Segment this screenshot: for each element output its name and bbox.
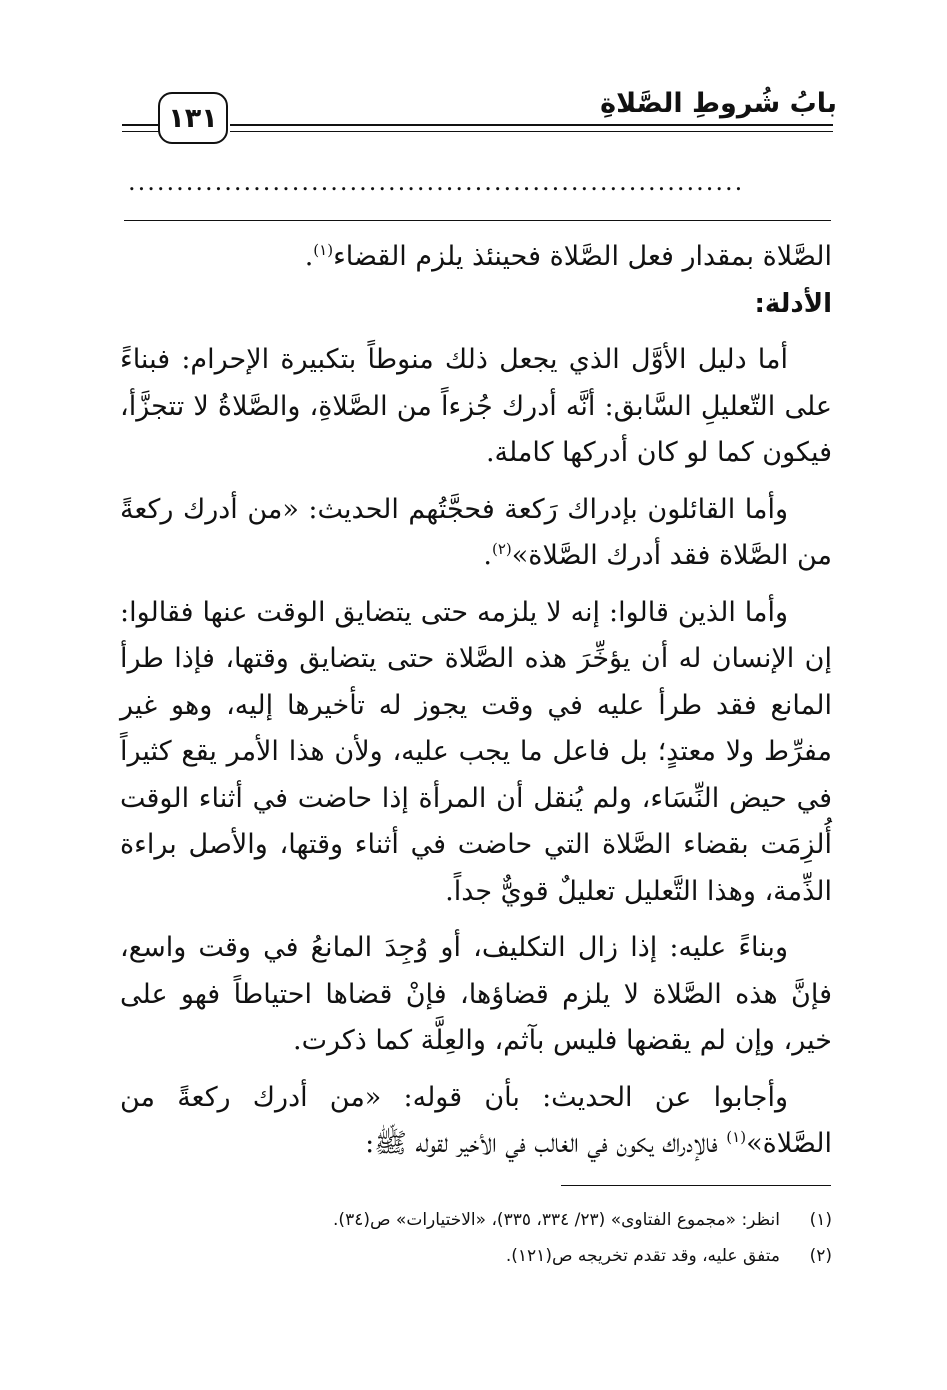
footnote-2 [120,1238,832,1274]
paragraph-1-end: . [304,241,314,272]
header-rule-right-thin [230,131,833,132]
footnote-ref-3: (١) [726,1128,747,1146]
footnote-ref-2: (٢) [492,540,512,558]
paragraph-1-text: الصَّلاة بمقدار فعل الصَّلاة فحينئذ يلزم القضاء [333,241,832,272]
footnote-1-text: انظر: «مجموع الفتاوى» (٢٣/ ٣٣٤، ٣٣٥)، «الاختيارات» ص(٣٤). [333,1210,780,1230]
footnote-2-text: متفق عليه، وقد تقدم تخريجه ص(١٢١). [505,1246,780,1266]
footnotes [120,1202,832,1274]
paragraph-3-end: . [483,540,492,571]
paragraph-3 [120,487,832,580]
footnote-ref-1: (١) [313,241,334,259]
paragraph-2: أما دليل الأوَّل الذي يجعل ذلك منوطاً بتكبيرة الإحرام: فبناءً على التّعليلِ السَّابق: أنَّه أدرك جُزءاً من الصَّلاةِ، والصَّلاةُ لا تتجزَّأ، فيكون كما لو كان أدركها كاملة. [120,344,832,468]
paragraph-6 [120,1075,832,1168]
running-title: بابُ شُروطِ الصَّلاةِ [600,88,837,119]
paragraph-4: وأما الذين قالوا: إنه لا يلزمه حتى يتضايق الوقت عنها فقالوا: إن الإنسان له أن يؤخِّرَ هذه الصَّلاة حتى يتضايق وقتها، فإذا طرأ المانع فقد طرأ عليه في وقت يجوز له تأخيرها إليه، وهو غير مفرِّط ولا معتدٍ؛ بل فاعل ما يجب عليه، ولأن هذا الأمر يقع كثيراً في حيض النِّسَاء، ولم يُنقل أن المرأة إذا حاضت في أثناء الوقت أُلزِمَت بقضاء الصَّلاة التي حاضت في أثناء وقتها، والأصل براءة الذِّمة، وهذا التَّعليل تعليلٌ قويٌّ جداً. [120,596,832,907]
footnote-1-number: (١) [809,1210,832,1230]
ellipsis-separator: ................................................................ [128,168,745,196]
paragraph-6-text-b: فالإدراك يكون في الغالب في الأخير لقوله ﷺ: [365,1128,727,1159]
footnote-1 [120,1202,832,1238]
paragraph-5: وبناءً عليه: إذا زال التكليف، أو وُجِدَ المانعُ في وقت واسع، فإنَّ هذه الصَّلاة لا يلزم قضاؤها، فإنْ قضاها احتياطاً فهو على خير، وإن لم يقضها فليس بآثم، والعِلَّة كما ذكرت. [120,932,832,1056]
top-divider [124,220,831,221]
main-text [120,234,832,1168]
section-heading: الأدلة: [754,288,832,319]
paragraph-6-text-a: وأجابوا عن الحديث: بأن قوله: «من أدرك ركعةً من الصَّلاة» [120,1081,832,1159]
header-rule-left [122,124,160,126]
header-rule-right [230,124,833,126]
paragraph-3-text: وأما القائلون بإدراك رَكعة فحجَّتُهم الحديث: «من أدرك ركعةً من الصَّلاة فقد أدرك الصَّلاة» [120,493,832,571]
page-number: ١٣١ [158,92,228,144]
footnote-rule [561,1185,831,1186]
header-rule-left-thin [122,131,160,132]
paragraph-1 [120,234,832,281]
footnote-2-number: (٢) [809,1246,832,1266]
